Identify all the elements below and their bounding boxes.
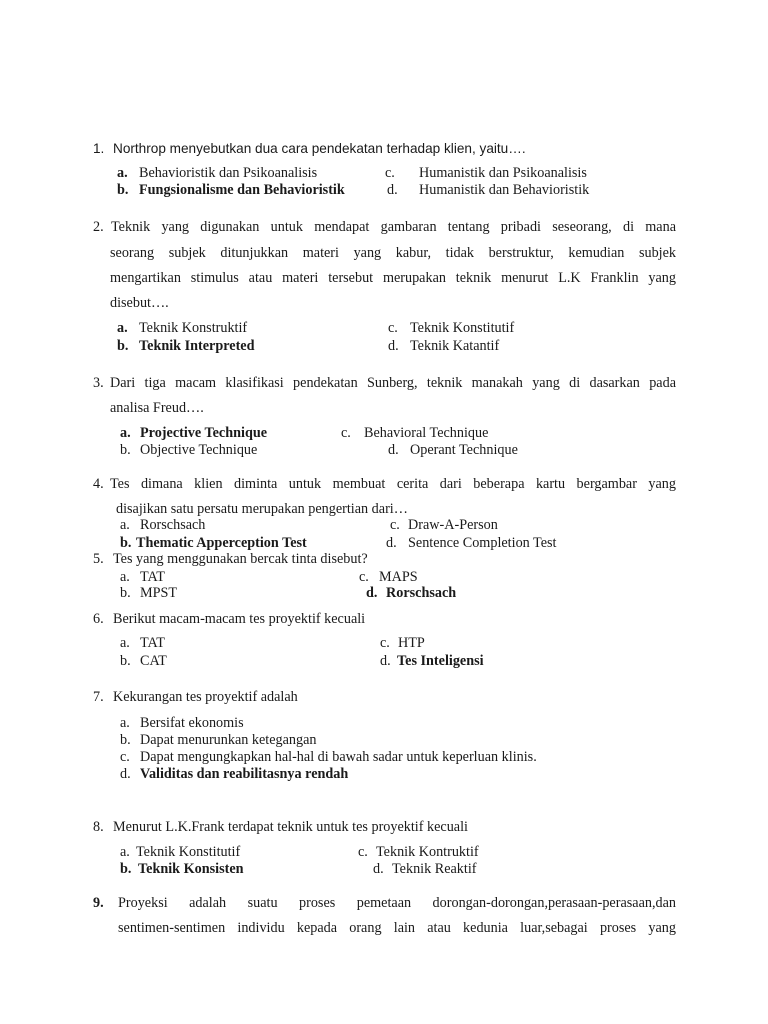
- q3-option-d-letter: d.: [388, 442, 399, 458]
- q5-option-a-text: TAT: [140, 569, 165, 585]
- q2-option-d-text: Teknik Katantif: [410, 338, 500, 354]
- q7-option-c-letter: c.: [120, 749, 130, 765]
- q1-option-d-text: Humanistik dan Behavioristik: [419, 182, 590, 198]
- q1-option-b-text: Fungsionalisme dan Behavioristik: [139, 182, 345, 198]
- question-7-number: 7.: [93, 689, 104, 705]
- q3-option-c-letter: c.: [341, 425, 351, 441]
- question-9-number: 9.: [93, 895, 104, 911]
- q4-option-a-text: Rorschsach: [140, 517, 206, 533]
- q4-option-a-letter: a.: [120, 517, 130, 533]
- q6-option-a-letter: a.: [120, 635, 130, 651]
- question-3-line-1: Dari tiga macam klasifikasi pendekatan Sunberg, teknik manakah yang di dasarkan pada: [110, 375, 676, 391]
- q2-option-b-letter: b.: [117, 338, 129, 354]
- q5-option-c-text: MAPS: [379, 569, 418, 585]
- q6-option-b-letter: b.: [120, 653, 131, 669]
- q6-option-d-text: Tes Inteligensi: [397, 653, 484, 669]
- q5-option-a-letter: a.: [120, 569, 130, 585]
- q8-option-b-letter: b.: [120, 861, 132, 877]
- question-8-number: 8.: [93, 819, 104, 835]
- question-1-text: Northrop menyebutkan dua cara pendekatan terhadap klien, yaitu….: [113, 141, 526, 156]
- question-4-line-1: Tes dimana klien diminta untuk membuat cerita dari beberapa kartu bergambar yang: [110, 476, 676, 492]
- question-3-number: 3.: [93, 375, 104, 391]
- question-2-line-4: disebut….: [110, 295, 169, 311]
- q3-option-a-text: Projective Technique: [140, 425, 268, 441]
- question-9-line-2: sentimen-sentimen individu kepada orang lain atau kedunia luar,sebagai proses yang: [118, 920, 676, 936]
- q5-option-d-letter: d.: [366, 585, 378, 601]
- q8-option-d-text: Teknik Reaktif: [392, 861, 477, 877]
- question-4-number: 4.: [93, 476, 104, 492]
- q4-option-c-text: Draw-A-Person: [408, 517, 498, 533]
- q1-option-c-letter: c.: [385, 165, 395, 181]
- q7-option-d-text: Validitas dan reabilitasnya rendah: [140, 766, 349, 782]
- q1-option-a-text: Behavioristik dan Psikoanalisis: [139, 165, 318, 181]
- q1-option-c-text: Humanistik dan Psikoanalisis: [419, 165, 587, 181]
- q7-option-a-letter: a.: [120, 715, 130, 731]
- q3-option-b-text: Objective Technique: [140, 442, 258, 458]
- question-2-line-1: Teknik yang digunakan untuk mendapat gambaran tentang pribadi seseorang, di mana: [111, 219, 676, 235]
- question-8-text: Menurut L.K.Frank terdapat teknik untuk tes proyektif kecuali: [113, 819, 468, 835]
- q8-option-d-letter: d.: [373, 861, 384, 877]
- question-2-line-2: seorang subjek ditunjukkan materi yang kabur, tidak berstruktur, kemudian subjek: [110, 245, 676, 261]
- q2-option-d-letter: d.: [388, 338, 399, 354]
- q8-option-a-text: Teknik Konstitutif: [136, 844, 241, 860]
- question-7-text: Kekurangan tes proyektif adalah: [113, 689, 298, 705]
- q6-option-c-text: HTP: [398, 635, 425, 651]
- q4-option-c-letter: c.: [390, 517, 400, 533]
- q6-option-b-text: CAT: [140, 653, 167, 669]
- q2-option-c-text: Teknik Konstitutif: [410, 320, 515, 336]
- q7-option-a-text: Bersifat ekonomis: [140, 715, 244, 731]
- q4-option-d-letter: d.: [386, 535, 397, 551]
- q8-option-c-text: Teknik Kontruktif: [376, 844, 479, 860]
- question-5-number: 5.: [93, 551, 104, 567]
- q7-option-b-text: Dapat menurunkan ketegangan: [140, 732, 317, 748]
- q6-option-c-letter: c.: [380, 635, 390, 651]
- q4-option-b-letter: b.: [120, 535, 132, 551]
- question-6-text: Berikut macam-macam tes proyektif kecuali: [113, 611, 366, 627]
- q7-option-c-text: Dapat mengungkapkan hal-hal di bawah sadar untuk keperluan klinis.: [140, 749, 537, 765]
- q4-option-d-text: Sentence Completion Test: [408, 535, 557, 551]
- q8-option-a-letter: a.: [120, 844, 130, 860]
- q4-option-b-text: Thematic Apperception Test: [136, 535, 307, 551]
- question-2-line-3: mengartikan stimulus atau materi tersebut merupakan teknik menurut L.K Franklin yang: [110, 270, 676, 286]
- q3-option-a-letter: a.: [120, 425, 131, 441]
- q5-option-d-text: Rorschsach: [386, 585, 457, 601]
- q6-option-a-text: TAT: [140, 635, 165, 651]
- question-2-number: 2.: [93, 219, 104, 235]
- q1-option-b-letter: b.: [117, 182, 129, 198]
- question-1-number: 1.: [93, 141, 105, 156]
- question-9-line-1: Proyeksi adalah suatu proses pemetaan dorongan-dorongan,perasaan-perasaan,dan: [118, 895, 676, 911]
- q7-option-d-letter: d.: [120, 766, 131, 782]
- question-4-line-2: disajikan satu persatu merupakan pengertian dari…: [116, 501, 408, 517]
- q3-option-c-text: Behavioral Technique: [364, 425, 489, 441]
- q5-option-c-letter: c.: [359, 569, 369, 585]
- q7-option-b-letter: b.: [120, 732, 131, 748]
- q6-option-d-letter: d.: [380, 653, 391, 669]
- question-3-line-2: analisa Freud….: [110, 400, 204, 416]
- q3-option-b-letter: b.: [120, 442, 131, 458]
- q2-option-b-text: Teknik Interpreted: [139, 338, 255, 354]
- q2-option-c-letter: c.: [388, 320, 398, 336]
- q5-option-b-letter: b.: [120, 585, 131, 601]
- q2-option-a-text: Teknik Konstruktif: [139, 320, 248, 336]
- q1-option-d-letter: d.: [387, 182, 398, 198]
- q3-option-d-text: Operant Technique: [410, 442, 518, 458]
- q1-option-a-letter: a.: [117, 165, 128, 181]
- q8-option-b-text: Teknik Konsisten: [138, 861, 244, 877]
- question-5-text: Tes yang menggunakan bercak tinta disebut?: [113, 551, 368, 567]
- q5-option-b-text: MPST: [140, 585, 178, 601]
- question-6-number: 6.: [93, 611, 104, 627]
- q2-option-a-letter: a.: [117, 320, 128, 336]
- q8-option-c-letter: c.: [358, 844, 368, 860]
